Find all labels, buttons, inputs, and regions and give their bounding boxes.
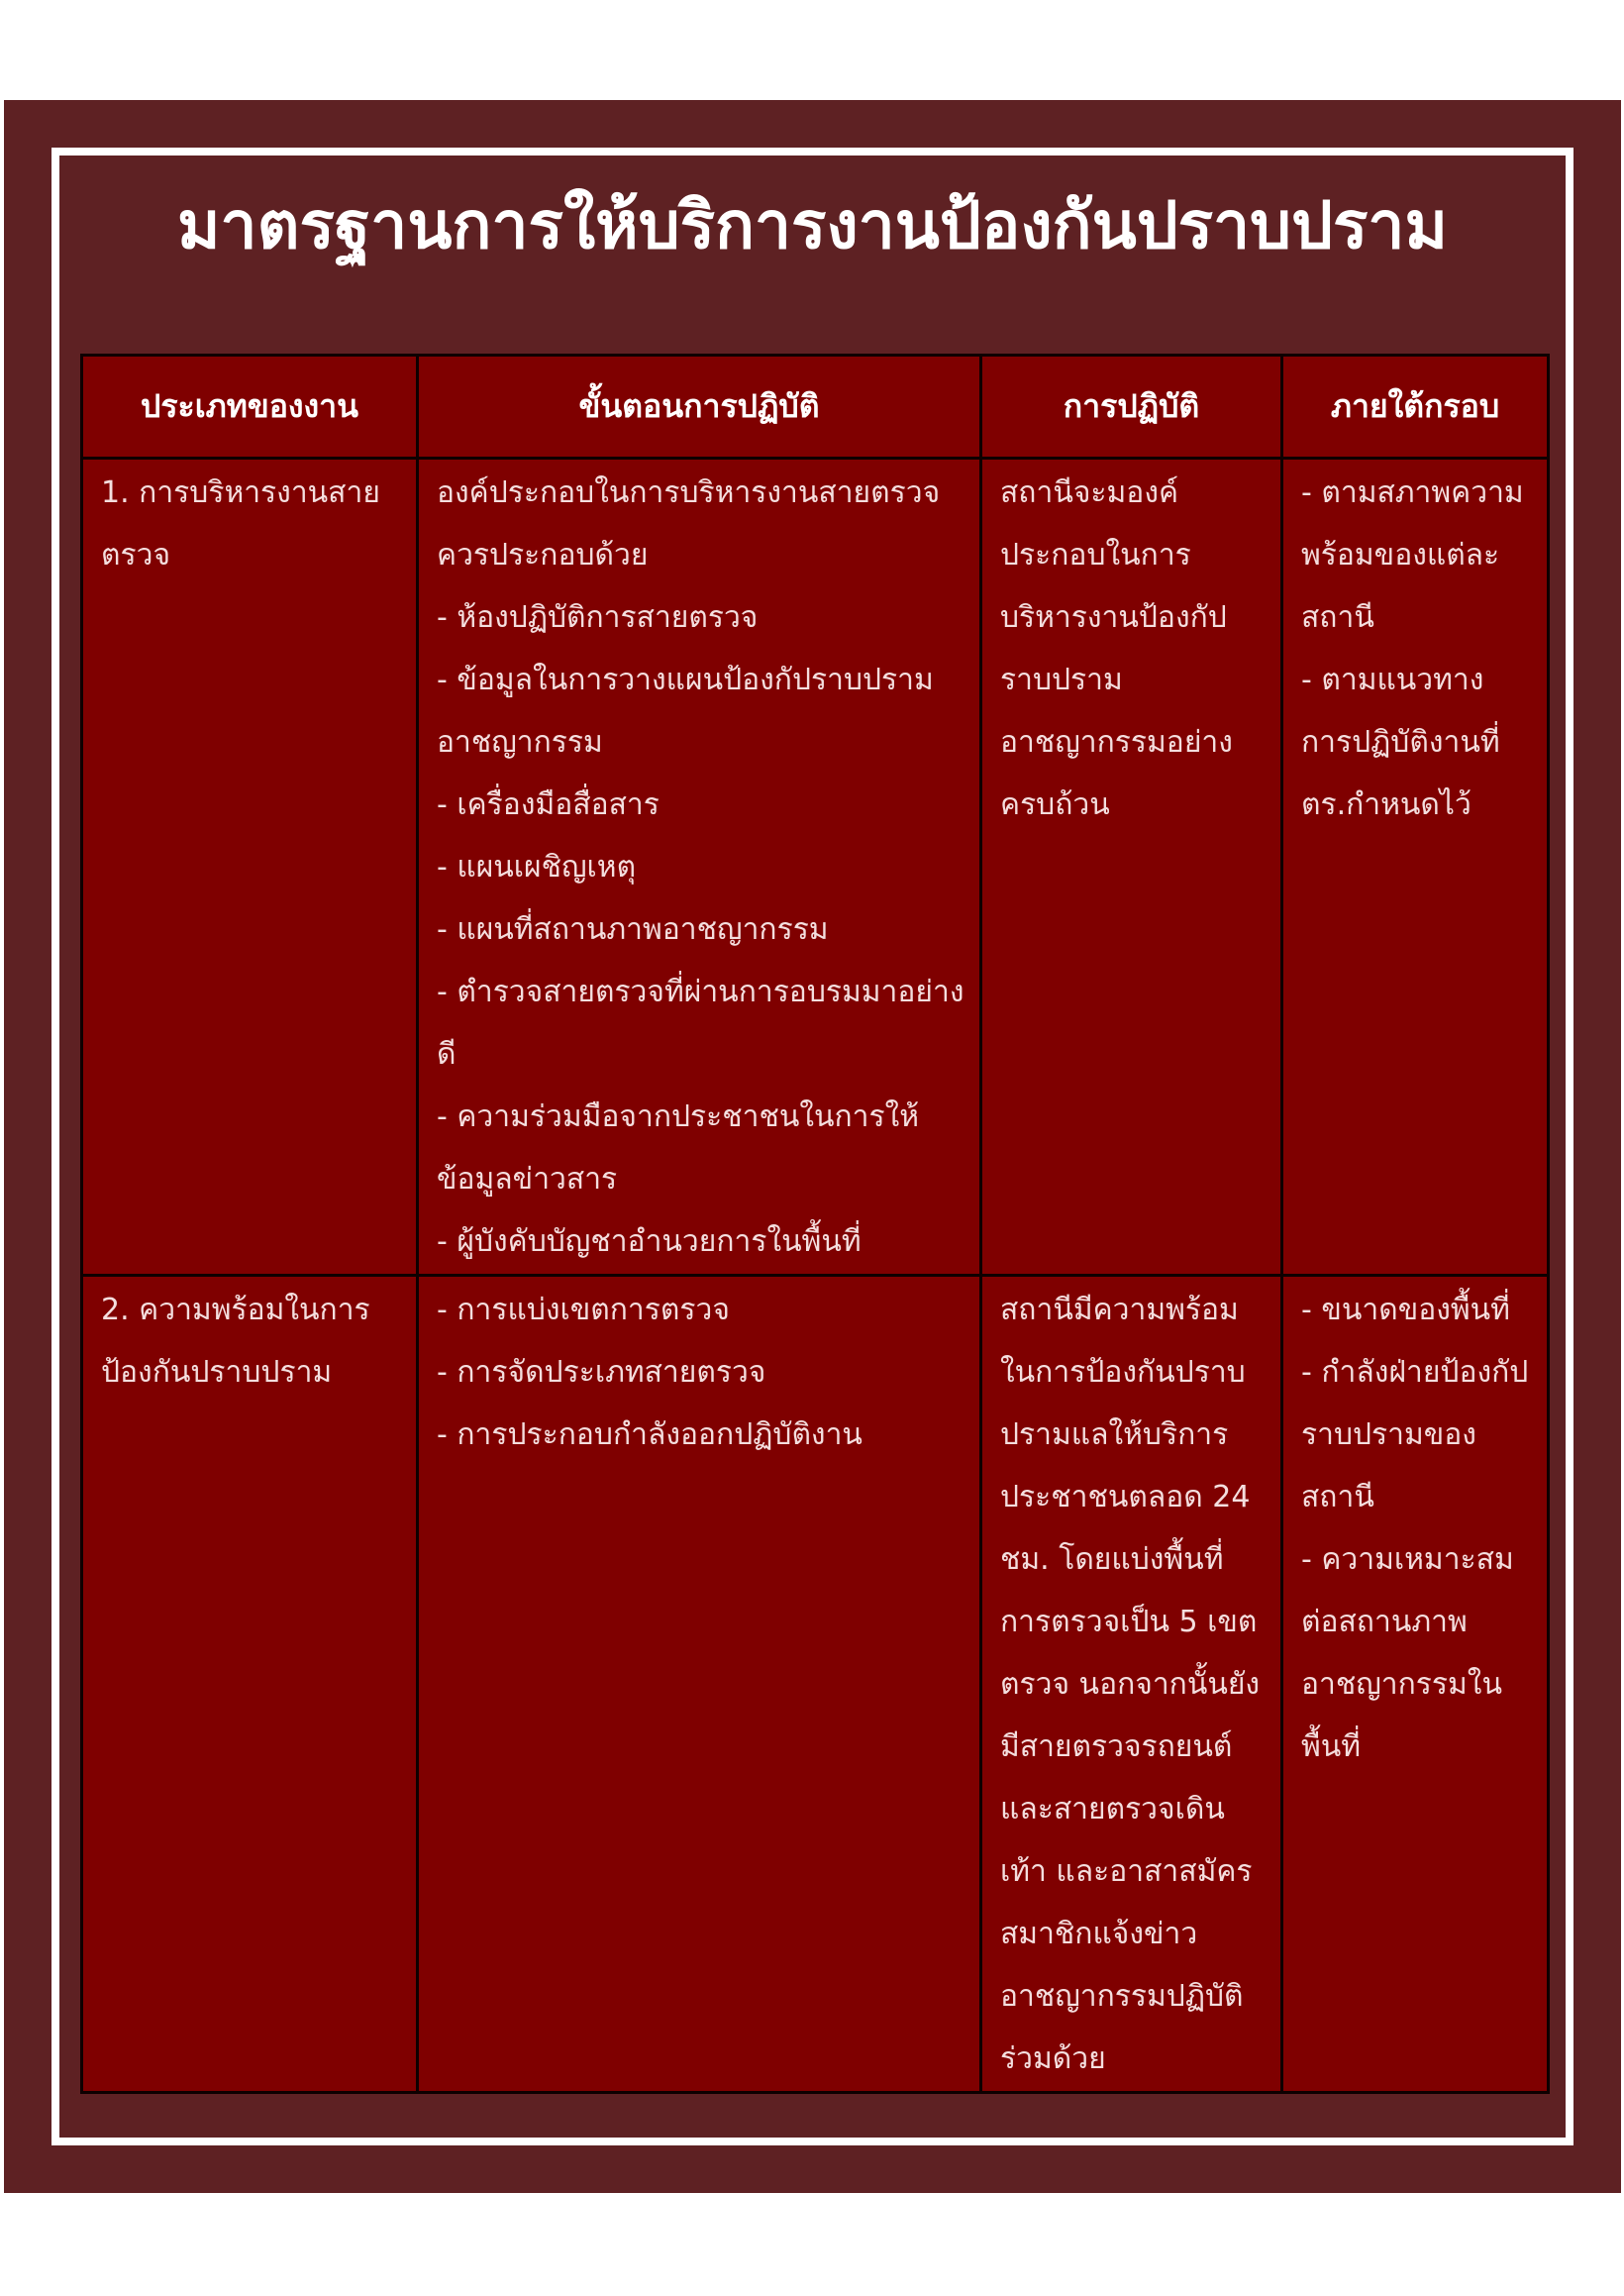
page-background <box>4 100 1621 2193</box>
framework-cell <box>1282 1276 1549 2093</box>
work-type-cell <box>82 459 418 1276</box>
work-type-text: 2. ความพร้อมในการป้องกันปราบปราม <box>101 1293 370 1390</box>
practice-cell <box>981 1276 1282 2093</box>
framework-item: - ความเหมาะสมต่อสถานภาพอาชญากรรมในพื้นที่ <box>1301 1542 1514 1764</box>
procedure-item: - เครื่องมือสื่อสาร <box>437 787 660 822</box>
procedure-item: - การจัดประเภทสายตรวจ <box>437 1355 766 1390</box>
work-type-text: 1. การบริหารงานสายตรวจ <box>101 475 380 573</box>
procedure-item: - ข้อมูลในการวางแผนป้องกัปราบปรามอาชญากรรม <box>437 663 934 760</box>
procedure-cell <box>418 459 981 1276</box>
procedure-item: องค์ประกอบในการบริหารงานสายตรวจควรประกอบด้วย <box>437 475 941 573</box>
framework-item: - กำลังฝ่ายป้องกัปราบปรามของสถานี <box>1301 1355 1529 1514</box>
procedure-item: - ความร่วมมือจากประชาชนในการให้ข้อมูลข่าวสาร <box>437 1099 920 1197</box>
framework-cell <box>1282 459 1549 1276</box>
framework-item: - ขนาดของพื้นที่ <box>1301 1293 1510 1327</box>
table-row <box>82 459 1549 1276</box>
table-header-row <box>82 356 1549 459</box>
framework-item: - ตามแนวทางการปฏิบัติงานที่ ตร.กำหนดไว้ <box>1301 663 1500 822</box>
procedure-item: - แผนที่สถานภาพอาชญากรรม <box>437 912 829 947</box>
procedure-item: - ผู้บังคับบัญชาอำนวยการในพื้นที่ <box>437 1224 862 1259</box>
procedure-item: - การประกอบกำลังออกปฏิบัติงาน <box>437 1417 863 1452</box>
procedure-item: - ห้องปฏิบัติการสายตรวจ <box>437 600 759 635</box>
practice-text: สถานีจะมองค์ประกอบในการบริหารงานป้องกัปราบปรามอาชญากรรมอย่างครบถ้วน <box>1000 475 1233 822</box>
procedure-item: - ตำรวจสายตรวจที่ผ่านการอบรมมาอย่างดี <box>437 975 964 1072</box>
practice-text: สถานีมีความพร้อมในการป้องกันปราบปรามแลให้บริการประชาชนตลอด 24 ชม. โดยแบ่งพื้นที่การตรวจเป็น 5 เขตตรวจ นอกจากนั้นยังมีสายตรวจรถยนต์และสายตรวจเดินเท้า และอาสาสมัครสมาชิกแจ้งข่าวอาชญากรรมปฏิบัติร่วมด้วย <box>1000 1293 1261 2076</box>
standards-table <box>80 354 1550 2094</box>
procedure-item: - แผนเผชิญเหตุ <box>437 850 637 885</box>
header-procedure: ขั้นตอนการปฏิบัติ <box>418 356 981 459</box>
header-work-type: ประเภทของงาน <box>82 356 418 459</box>
framework-item: - ตามสภาพความพร้อมของแต่ละสถานี <box>1301 475 1524 635</box>
procedure-cell <box>418 1276 981 2093</box>
practice-cell <box>981 459 1282 1276</box>
header-practice: การปฏิบัติ <box>981 356 1282 459</box>
table-row <box>82 1276 1549 2093</box>
work-type-cell <box>82 1276 418 2093</box>
page-title: มาตรฐานการให้บริการงานป้องกันปราบปราม <box>177 187 1448 263</box>
header-framework: ภายใต้กรอบ <box>1282 356 1549 459</box>
procedure-item: - การแบ่งเขตการตรวจ <box>437 1293 730 1327</box>
